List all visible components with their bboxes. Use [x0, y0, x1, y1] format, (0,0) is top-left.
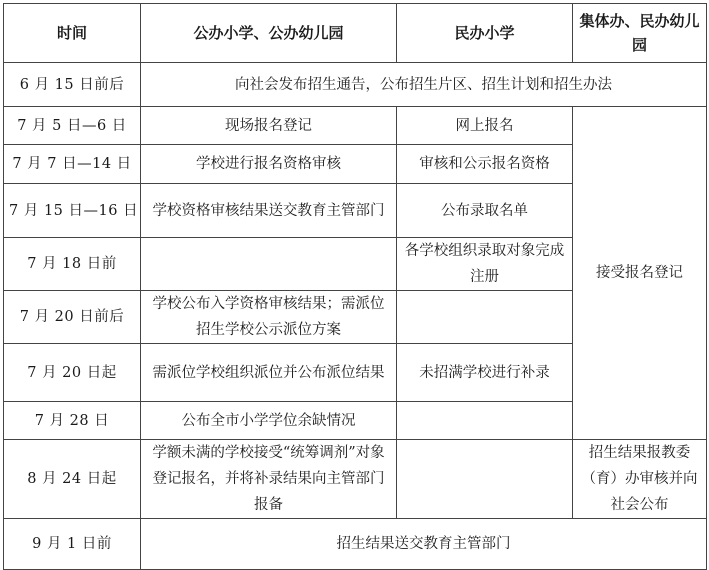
merged-cell: 招生结果送交教育主管部门 [141, 519, 707, 570]
private-cell [397, 402, 573, 440]
row-date: 7 月 28 日 [4, 402, 141, 440]
table-row [4, 63, 707, 107]
public-cell: 学额未满的学校接受“统筹调剂”对象登记报名，并将补录结果向主管部门报备 [141, 440, 397, 519]
private-cell: 网上报名 [397, 107, 573, 145]
table-row [4, 440, 707, 519]
row-date: 8 月 24 日起 [4, 440, 141, 519]
row-date: 7 月 18 日前 [4, 238, 141, 291]
private-cell [397, 440, 573, 519]
row-date: 7 月 20 日前后 [4, 291, 141, 344]
private-cell: 审核和公示报名资格 [397, 145, 573, 184]
row-date: 6 月 15 日前后 [4, 63, 141, 107]
header-row [4, 4, 707, 63]
private-cell: 各学校组织录取对象完成注册 [397, 238, 573, 291]
public-cell: 公布全市小学学位余缺情况 [141, 402, 397, 440]
admission-schedule-table [3, 3, 707, 570]
public-cell: 学校公布入学资格审核结果；需派位招生学校公示派位方案 [141, 291, 397, 344]
row-date: 9 月 1 日前 [4, 519, 141, 570]
row-date: 7 月 5 日—6 日 [4, 107, 141, 145]
row-date: 7 月 20 日起 [4, 344, 141, 402]
public-cell: 学校进行报名资格审核 [141, 145, 397, 184]
public-cell [141, 238, 397, 291]
public-cell: 需派位学校组织派位并公布派位结果 [141, 344, 397, 402]
table-row [4, 107, 707, 145]
public-cell: 现场报名登记 [141, 107, 397, 145]
private-cell [397, 291, 573, 344]
header-time: 时间 [4, 4, 141, 63]
public-cell: 学校资格审核结果送交教育主管部门 [141, 184, 397, 238]
private-cell: 公布录取名单 [397, 184, 573, 238]
collective-cell: 招生结果报教委（育）办审核并向社会公布 [573, 440, 707, 519]
header-private-primary: 民办小学 [397, 4, 573, 63]
private-cell: 未招满学校进行补录 [397, 344, 573, 402]
row-date: 7 月 15 日—16 日 [4, 184, 141, 238]
header-public-schools: 公办小学、公办幼儿园 [141, 4, 397, 63]
collective-cell: 接受报名登记 [573, 107, 707, 440]
merged-cell: 向社会发布招生通告，公布招生片区、招生计划和招生办法 [141, 63, 707, 107]
table-row [4, 519, 707, 570]
header-collective-private-kindergarten: 集体办、民办幼儿园 [573, 4, 707, 63]
row-date: 7 月 7 日—14 日 [4, 145, 141, 184]
